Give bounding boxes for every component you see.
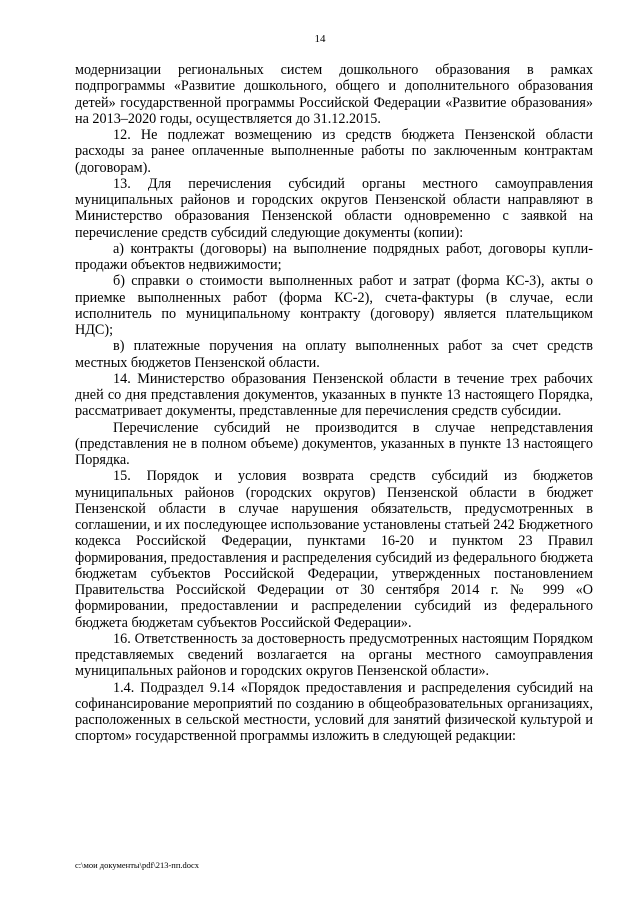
document-body <box>75 62 593 745</box>
paragraph: в) платежные поручения на оплату выполненных работ за счет средств местных бюджетов Пензенской области. <box>75 338 593 371</box>
paragraph: а) контракты (договоры) на выполнение подрядных работ, договоры купли-продажи объектов недвижимости; <box>75 240 593 273</box>
paragraph: 16. Ответственность за достоверность предусмотренных настоящим Порядком представляемых сведений возлагается на органы местного самоуправления муниципальных районов и городских округов Пензенской области». <box>75 630 593 680</box>
paragraph: Перечисление субсидий не производится в случае непредставления (представления не в полном объеме) документов, указанных в пункте 13 настоящего Порядка. <box>75 419 593 468</box>
paragraph: 12. Не подлежат возмещению из средств бюджета Пензенской области расходы за ранее оплаченные выполненные работы по заключенным контрактам (договорам). <box>75 127 593 176</box>
footer-file-path: c:\мои документы\pdf\213-пп.docx <box>75 860 200 870</box>
paragraph: 13. Для перечисления субсидий органы местного самоуправления муниципальных районов и городских округов Пензенской области направляют в Министерство образования Пензенской области одновременно с заявкой на перечисление средств субсидий следующие документы (копии): <box>75 175 593 241</box>
paragraph: 14. Министерство образования Пензенской области в течение трех рабочих дней со дня представления документов, указанных в пункте 13 настоящего Порядка, рассматривает документы, представленные для перечисления средств субсидии. <box>75 370 593 420</box>
paragraph: 15. Порядок и условия возврата средств субсидий из бюджетов муниципальных районов (городских округов) Пензенской области в бюджет Пензенской области в случае нарушения обязательств, предусмотренных в соглашении, и их последующее использование установлены статьей 242 Бюджетного кодекса Российской Федерации, пунктами 16-20 и пунктом 23 Правил формирования, предоставления и распределения субсидий из федерального бюджета бюджетам субъектов Российской Федерации, утвержденных постановлением Правительства Российской Федерации от 30 сентября 2014 г. № 999 «О формировании, предоставлении и распределении субсидий из федерального бюджета бюджетам субъектов Российской Федерации». <box>75 468 593 631</box>
paragraph: 1.4. Подраздел 9.14 «Порядок предоставления и распределения субсидий на софинансирование мероприятий по созданию в общеобразовательных организациях, расположенных в сельской местности, условий для занятий физической культурой и спортом» государственной программы изложить в следующей редакции: <box>75 679 593 745</box>
paragraph: модернизации региональных систем дошкольного образования в рамках подпрограммы «Развитие дошкольного, общего и дополнительного образования детей» государственной программы Российской Федерации «Развитие образования» на 2013–2020 годы, осуществляется до 31.12.2015. <box>75 62 593 127</box>
paragraph: б) справки о стоимости выполненных работ и затрат (форма КС-3), акты о приемке выполненных работ (форма КС-2), счета-фактуры (в случае, если исполнитель по муниципальному контракту (договору) является плательщиком НДС); <box>75 273 593 338</box>
page-number: 14 <box>314 33 326 45</box>
